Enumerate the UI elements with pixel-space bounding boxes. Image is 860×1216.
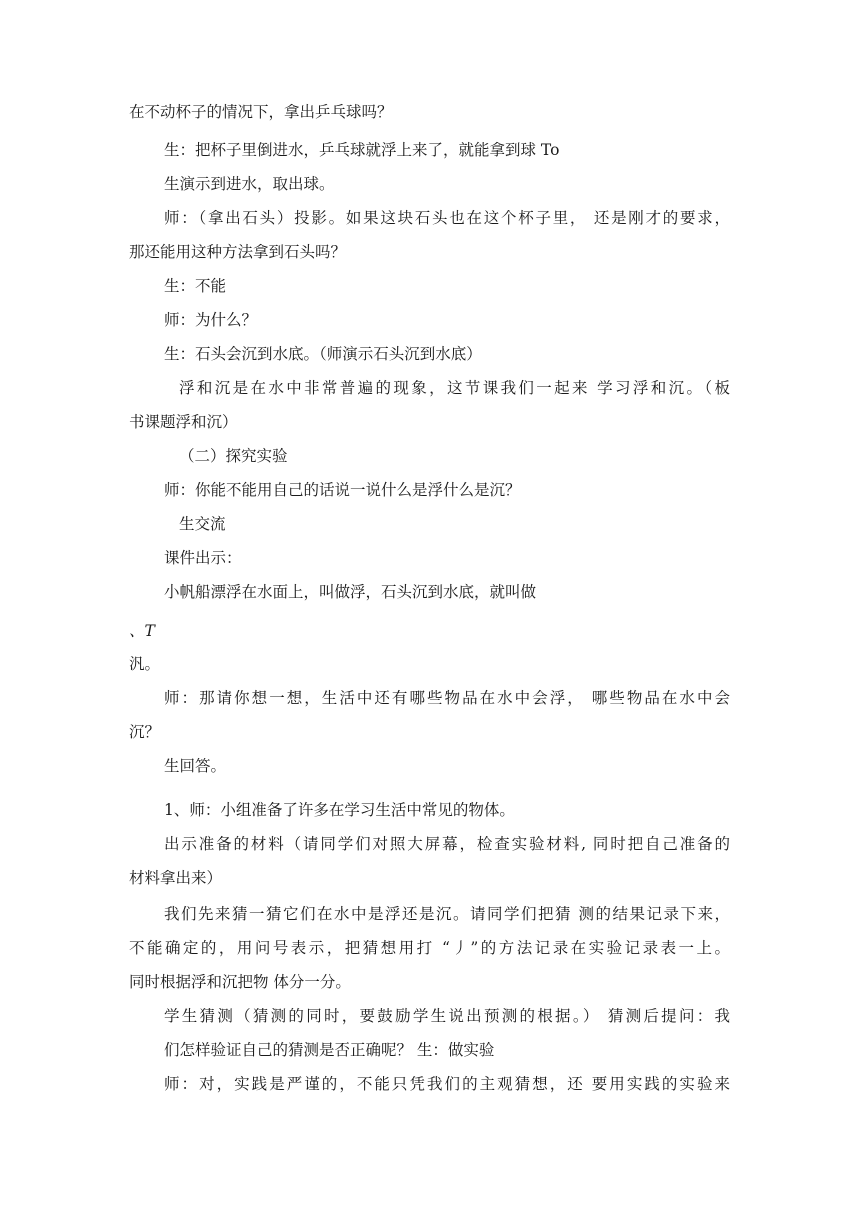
text-line: 小帆船漂浮在水面上，叫做浮，石头沉到水底，就叫做 xyxy=(164,583,537,601)
text-line: 生：把杯子里倒进水，乒乓球就浮上来了，就能拿到球 To xyxy=(164,141,560,159)
text-line: 材料拿出来） xyxy=(129,869,223,887)
text-line: 师：为什么？ xyxy=(164,311,258,329)
text-line: 生交流 xyxy=(179,515,226,533)
text-line: 我们先来猜一猜它们在水中是浮还是沉。请同学们把猜 测的结果记录下来， xyxy=(164,905,730,923)
text-line: 生：石头会沉到水底。（师演示石头沉到水底） xyxy=(164,345,482,363)
text-line: 那还能用这种方法拿到石头吗？ xyxy=(129,243,347,261)
text-line: 生回答。 xyxy=(164,757,227,775)
text-line: 浮和沉是在水中非常普遍的现象，这节课我们一起来 学习浮和沉。（板 xyxy=(179,379,730,397)
text-line: 学生猜测（猜测的同时，要鼓励学生说出预测的根据。） 猜测后提问：我 xyxy=(164,1007,730,1025)
text-line: 师：那请你想一想，生活中还有哪些物品在水中会浮， 哪些物品在水中会 xyxy=(164,689,730,707)
text-line: 出示准备的材料（请同学们对照大屏幕，检查实验材料, 同时把自己准备的 xyxy=(164,835,730,853)
text-line: 、T xyxy=(129,622,155,640)
text-line: 汎。 xyxy=(129,655,161,673)
text-line: 在不动杯子的情况下，拿出乒乓球吗？ xyxy=(129,103,393,121)
text-line: 1、师：小组准备了许多在学习生活中常见的物体。 xyxy=(164,801,515,819)
text-line: 同时根据浮和沉把物 体分一分。 xyxy=(129,973,351,991)
text-line: 书课题浮和沉） xyxy=(129,413,238,431)
section-heading: （二）探究实验 xyxy=(179,447,288,465)
text-line: 不能确定的，用问号表示，把猜想用打 “丿”的方法记录在实验记录表一上。 xyxy=(129,939,730,957)
text-line: 师：你能不能用自己的话说一说什么是浮什么是沉？ xyxy=(164,481,521,499)
text-line: 师：（拿出石头）投影。如果这块石头也在这个杯子里， 还是刚才的要求， xyxy=(164,209,730,227)
text-line: 们怎样验证自己的猜测是否正确呢？ 生：做实验 xyxy=(164,1041,495,1059)
text-line: 生演示到进水，取出球。 xyxy=(164,175,335,193)
text-line: 课件出示： xyxy=(164,549,242,567)
text-line: 沉？ xyxy=(129,723,161,741)
text-line: 师：对，实践是严谨的，不能只凭我们的主观猜想，还 要用实践的实验来 xyxy=(164,1075,730,1093)
text-line: 生：不能 xyxy=(164,277,227,295)
